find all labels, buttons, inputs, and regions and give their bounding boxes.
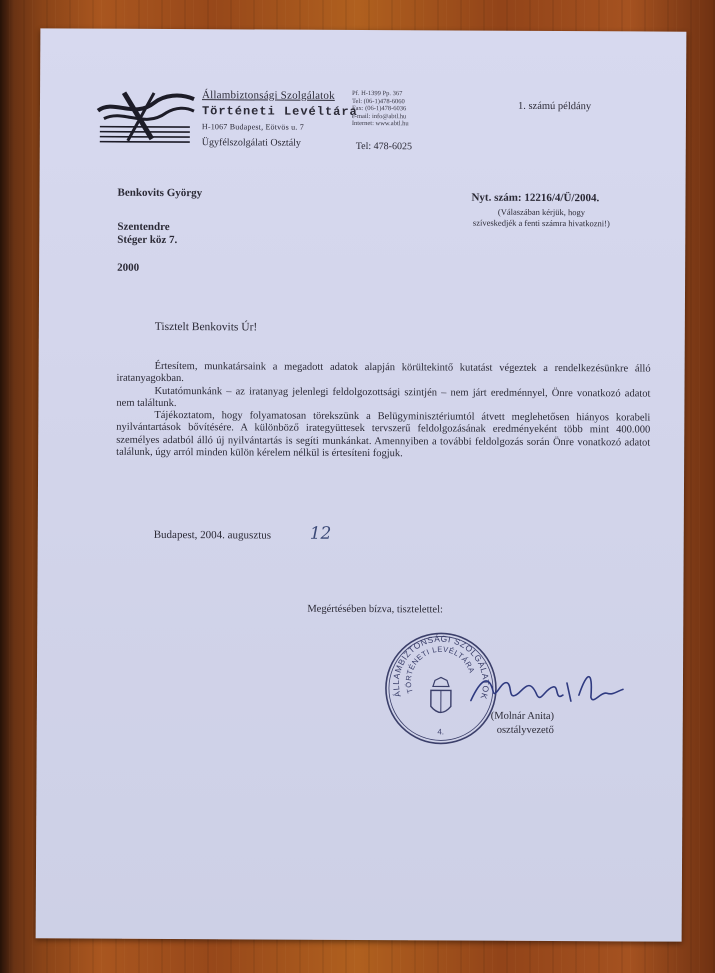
signer-name: (Molnár Anita) (490, 710, 555, 723)
contact-line: Pf. H-1399 Pp. 367 (352, 89, 403, 98)
recipient-street: Stéger köz 7. (117, 233, 178, 247)
handwritten-day: 12 (309, 523, 332, 544)
paragraph: Kutatómunkánk – az iratanyag jelenlegi feldolgozottsági szintjén – nem járt eredménnyel, Önre vonatkozó adatot nem találtunk. (116, 385, 651, 409)
recipient-city: Szentendre (117, 220, 170, 233)
org-name: Állambiztonsági Szolgálatok (202, 89, 335, 102)
paragraph: Tájékoztatom, hogy folyamatosan törekszünk a Belügyminisztériumtól átvett meglehetősen hiányos korabeli nyilvántartások bővítésére. A különböző irategyüttesek tervszerű feldolgozásának eredményeként több mint 400.000 személyes adatból álló új nyilvántartás is segíti munkánkat. Amennyiben a további feldolgozás során Önre vonatkozó adatot találunk, úgy arról minden külön kérelem nélkül is értesíteni fogjuk. (116, 410, 651, 460)
signer-title: osztályvezető (496, 724, 554, 737)
org-department: Ügyfélszolgálati Osztály (201, 137, 301, 149)
org-address: H-1067 Budapest, Eötvös u. 7 (201, 122, 304, 132)
recipient-zip: 2000 (117, 261, 140, 274)
contact-line: Fax: (06-1)478-6036 (351, 104, 407, 113)
copy-number: 1. számú példány (517, 100, 592, 113)
reference-note-line: szíveskedjék a fenti számra hivatkozni!) (472, 217, 610, 229)
contact-line: Tel: (06-1)478-6060 (351, 97, 405, 105)
closing: Megértésében bízva, tisztelettel: (307, 603, 443, 616)
stamp-number: 4. (437, 727, 445, 737)
department-phone: Tel: 478-6025 (355, 140, 413, 153)
letter-page (36, 28, 687, 941)
salutation: Tisztelt Benkovits Úr! (154, 320, 258, 334)
reference-note-line: (Válaszában kérjük, hogy (497, 206, 586, 218)
stamp-text: TÖRTÉNETI LEVÉLTÁRA (403, 644, 477, 695)
letter-date: Budapest, 2004. augusztus (153, 528, 272, 542)
stamp-text: ÁLLAMBIZTONSÁGI SZOLGÁLATOK (390, 633, 492, 701)
reference-number: Nyt. szám: 12216/4/Ü/2004. (471, 191, 600, 205)
reference-note (431, 206, 651, 229)
letter-body (116, 361, 651, 462)
recipient-name: Benkovits György (117, 186, 203, 200)
paragraph: Értesítem, munkatársaink a megadott adatok alapján körültekintő kutatást végeztek a rendelkezésünkre álló iratanyagokban. (116, 360, 651, 385)
table-shadow (0, 0, 14, 973)
org-name-bold: Történeti Levéltára (201, 104, 358, 119)
archive-logo-icon (94, 89, 198, 146)
contact-line: e-mail: info@abtl.hu (351, 112, 407, 120)
contact-block (352, 90, 409, 128)
contact-line: Internet: www.abtl.hu (351, 119, 409, 128)
